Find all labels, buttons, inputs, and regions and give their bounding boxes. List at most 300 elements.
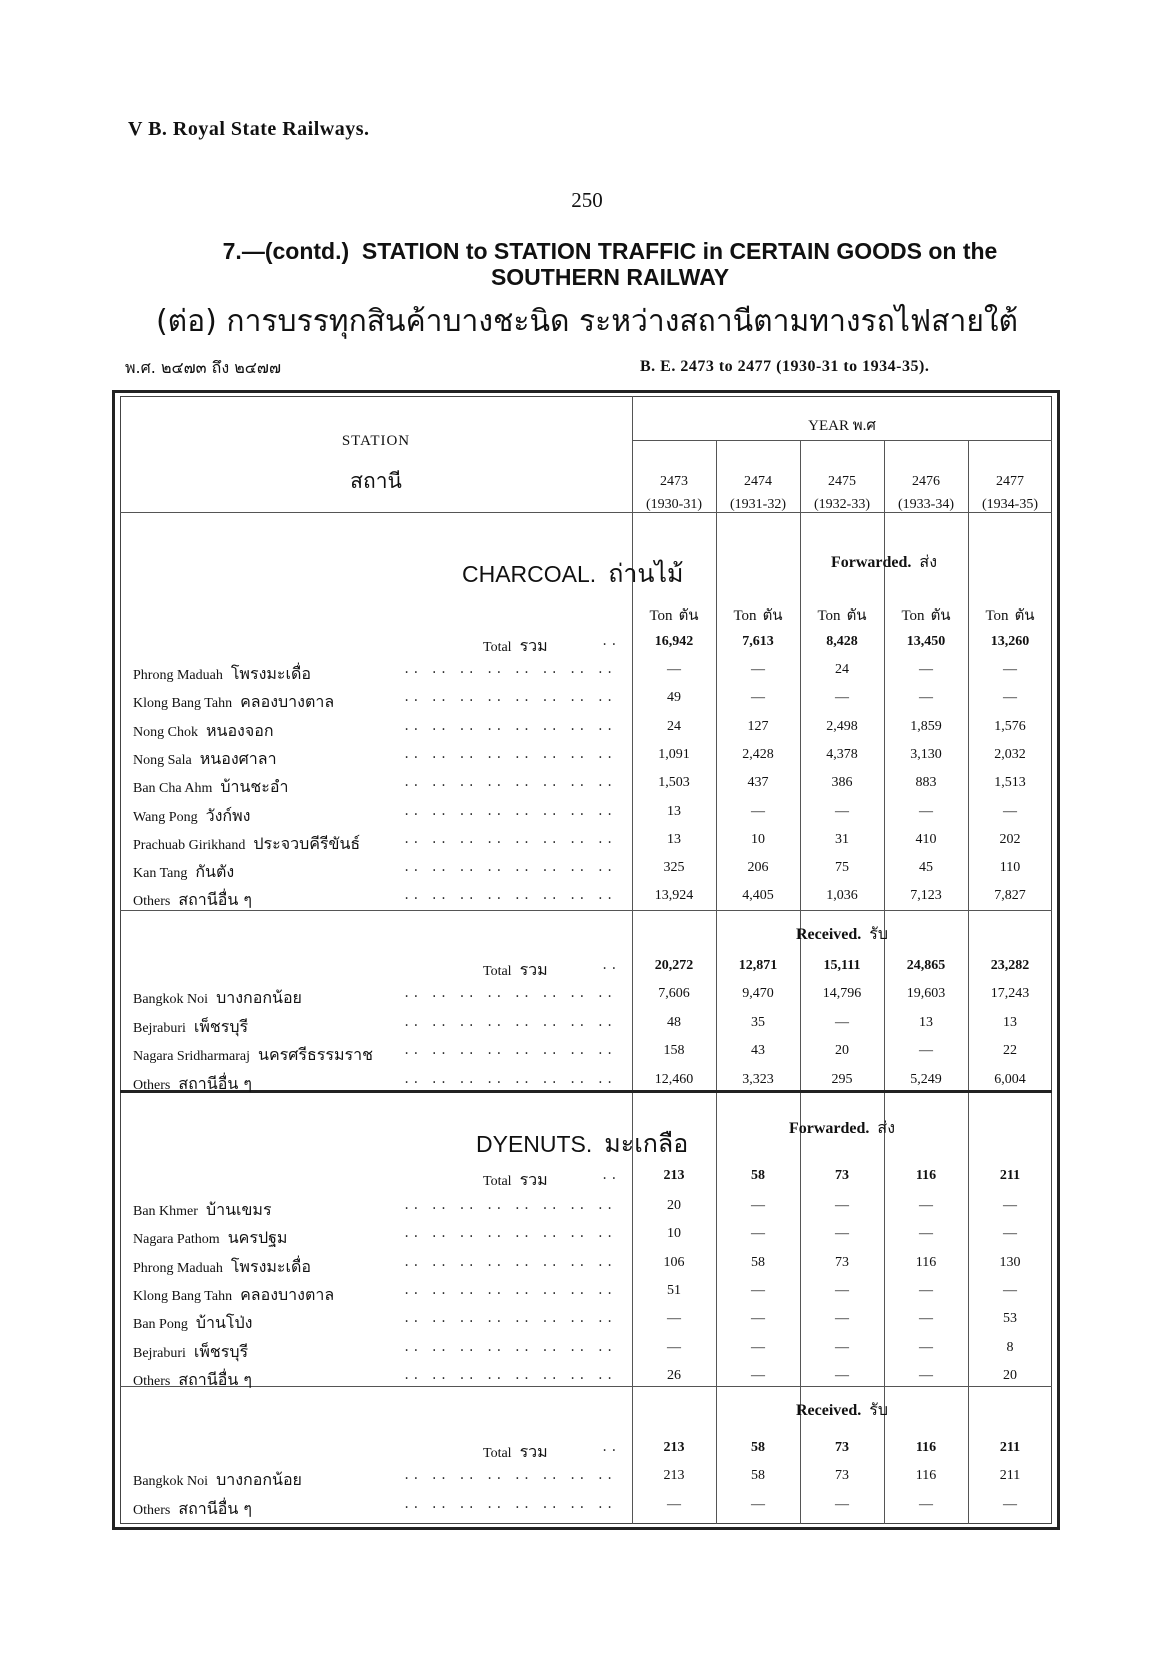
data-cell: — — [835, 690, 849, 706]
total-cell: 73 — [835, 1440, 849, 1455]
station-name-en: Wang Pong — [133, 809, 198, 825]
data-cell: — — [919, 1043, 933, 1058]
station-name-th: บ้านเขมร — [205, 1200, 272, 1219]
data-cell: 2,428 — [742, 746, 774, 762]
data-cell: 211 — [999, 1468, 1021, 1483]
station-name-en: Others — [133, 1502, 171, 1518]
data-cell: 13 — [667, 831, 681, 847]
total-cell: 211 — [999, 1168, 1021, 1183]
year-ad: (1932-33) — [814, 497, 870, 512]
data-cell: 1,503 — [658, 775, 690, 791]
station-name-en: Nagara Sridharmaraj — [133, 1049, 250, 1064]
data-cell: — — [1003, 1496, 1017, 1512]
station-name-en: Ban Khmer — [133, 1204, 198, 1219]
table-row — [133, 1311, 1048, 1337]
year-be: 2476 — [912, 474, 940, 489]
data-cell: — — [919, 1367, 933, 1383]
data-cell: — — [919, 1339, 933, 1355]
station-column-header: STATION — [341, 433, 411, 449]
table-row — [133, 719, 1048, 745]
total-cell: 8,428 — [826, 634, 858, 649]
leader-dots: .. .. .. .. .. .. .. .. — [403, 690, 616, 705]
data-cell: — — [751, 1226, 765, 1242]
leader-dots: .. .. .. .. .. .. .. .. — [403, 746, 616, 761]
station-name — [133, 832, 360, 857]
station-name — [133, 1497, 252, 1522]
data-cell: 1,576 — [994, 718, 1026, 734]
data-cell: — — [751, 1339, 765, 1355]
data-cell: — — [751, 1496, 765, 1512]
leader-dots: .. .. .. .. .. .. .. .. — [403, 1014, 616, 1029]
total-label — [483, 958, 548, 983]
leader-dots: .. .. .. .. .. .. .. .. — [403, 1282, 616, 1297]
leader-dots: .. .. .. .. .. .. .. .. — [403, 1226, 616, 1241]
data-cell: 110 — [999, 860, 1021, 876]
year-column-header — [800, 470, 884, 516]
station-name-th: คลองบางตาล — [240, 692, 335, 712]
table-row — [133, 832, 1048, 858]
data-cell: 116 — [915, 1468, 937, 1483]
total-label-th: รวม — [519, 960, 548, 979]
unit-th: ตัน — [762, 606, 783, 624]
total-cell: 58 — [751, 1168, 765, 1183]
data-cell: 26 — [667, 1367, 681, 1383]
data-cell: 53 — [1003, 1311, 1017, 1327]
data-cell: 202 — [999, 831, 1021, 847]
data-cell: 410 — [915, 831, 937, 847]
date-range-thai: พ.ศ. ๒๔๗๓ ถึง ๒๔๗๗ — [125, 358, 281, 377]
forwarded-label-en: Forwarded. — [788, 1120, 870, 1137]
unit-label — [968, 603, 1052, 627]
year-column-header — [968, 470, 1052, 516]
year-be: 2477 — [996, 474, 1024, 489]
data-cell: — — [1003, 1282, 1017, 1298]
leader-dots: .. .. .. .. .. .. .. .. — [403, 1198, 616, 1212]
data-cell: 19,603 — [906, 986, 946, 1001]
received-label-en: Received. — [795, 926, 862, 943]
station-name — [133, 747, 277, 772]
station-name-en: Klong Bang Tahn — [133, 1288, 233, 1304]
page-title-thai: (ต่อ) การบรรทุกสินค้าบางชะนิด ระหว่างสถานีตามทางรถไฟสายใต้ — [155, 304, 1019, 339]
section-heading: V B. Royal State Railways. — [128, 118, 370, 140]
station-name — [133, 1043, 373, 1068]
station-name — [133, 860, 234, 885]
charcoal-received-label — [716, 922, 968, 947]
year-be: 2475 — [828, 474, 856, 489]
dyenuts-title — [476, 1124, 688, 1164]
unit-en: Ton — [649, 608, 673, 624]
total-cell: 12,871 — [738, 958, 778, 973]
station-name-th: บ้านชะอำ — [220, 777, 289, 797]
year-ad: (1934-35) — [982, 497, 1038, 512]
total-cell: 211 — [999, 1440, 1021, 1455]
station-name — [133, 775, 288, 800]
total-cell: 73 — [835, 1168, 849, 1183]
data-cell: — — [835, 1311, 849, 1327]
table-row — [133, 888, 1048, 914]
station-name — [133, 1368, 252, 1393]
table-row — [133, 986, 1048, 1012]
station-column-header-thai: สถานี — [350, 469, 402, 493]
station-name-th: บ้านโป่ง — [195, 1313, 253, 1333]
total-cell: 13,450 — [906, 634, 946, 649]
total-label-en: Total — [483, 640, 512, 655]
station-name-en: Others — [133, 894, 171, 910]
unit-en: Ton — [817, 608, 841, 624]
station-name-th: บางกอกน้อย — [216, 988, 302, 1007]
table-row — [133, 1368, 1048, 1394]
station-name — [133, 1198, 272, 1223]
received-label-th: รับ — [869, 1400, 889, 1419]
page-number: 250 — [571, 188, 603, 212]
leader-dots: .. .. .. .. .. .. .. .. — [403, 803, 616, 818]
data-cell: — — [919, 1198, 933, 1213]
data-cell: 116 — [915, 1254, 937, 1270]
station-name-th: บางกอกน้อย — [216, 1470, 302, 1489]
data-cell: — — [919, 1226, 933, 1242]
total-cell: 213 — [663, 1168, 685, 1183]
charcoal-title-th: ถ่านไม้ — [608, 559, 684, 588]
charcoal-title — [462, 554, 684, 594]
unit-th: ตัน — [846, 606, 867, 624]
received-label-th: รับ — [869, 924, 889, 943]
table-row — [133, 747, 1048, 773]
station-name — [133, 1226, 287, 1251]
data-cell: 73 — [835, 1468, 849, 1483]
data-cell: — — [919, 1282, 933, 1298]
station-name-en: Prachuab Girikhand — [133, 837, 246, 853]
data-cell: 24 — [667, 718, 681, 734]
received-label-en: Received. — [795, 1402, 862, 1419]
station-name-en: Ban Pong — [133, 1317, 188, 1333]
data-cell: — — [1003, 690, 1017, 706]
leader-dots: .. — [601, 1440, 620, 1454]
total-cell: 213 — [663, 1440, 685, 1455]
total-label-th: รวม — [519, 1170, 548, 1189]
data-cell: 48 — [667, 1014, 681, 1030]
total-cell: 13,260 — [990, 634, 1030, 649]
data-cell: 2,032 — [994, 746, 1026, 762]
table-row — [133, 1015, 1048, 1041]
data-cell: 17,243 — [990, 986, 1030, 1001]
station-name-en: Bejraburi — [133, 1020, 186, 1036]
data-cell: — — [667, 1339, 681, 1355]
data-cell: 158 — [663, 1043, 685, 1058]
data-cell: — — [751, 662, 765, 677]
forwarded-label-en: Forwarded. — [830, 554, 912, 571]
station-name-en: Phrong Maduah — [133, 668, 223, 683]
year-column-header — [884, 470, 968, 516]
leader-dots: .. .. .. .. .. .. .. .. — [403, 888, 616, 903]
data-cell: 3,130 — [910, 746, 942, 762]
station-name-th: เพ็ชรบุรี — [193, 1341, 249, 1361]
data-cell: 1,091 — [658, 746, 690, 762]
station-name — [133, 719, 274, 744]
total-cell: 23,282 — [990, 958, 1030, 973]
station-name — [133, 690, 334, 715]
station-name-th: คลองบางตาล — [240, 1284, 335, 1304]
leader-dots: .. .. .. .. .. .. .. .. — [403, 986, 616, 1000]
leader-dots: .. .. .. .. .. .. .. .. — [403, 1311, 616, 1326]
table-row — [133, 860, 1048, 886]
total-label-en: Total — [483, 1174, 512, 1189]
unit-label — [800, 603, 884, 627]
total-cell: 15,111 — [823, 958, 861, 973]
unit-label — [632, 603, 716, 627]
leader-dots: .. .. .. .. .. .. .. .. — [403, 1468, 616, 1482]
data-cell: 73 — [835, 1254, 849, 1270]
data-cell: 13,924 — [654, 888, 694, 904]
data-cell: — — [919, 803, 933, 819]
data-cell: — — [835, 1014, 849, 1030]
data-cell: — — [751, 1198, 765, 1213]
data-cell: 51 — [667, 1282, 681, 1298]
station-name-en: Nong Chok — [133, 724, 198, 740]
station-name — [133, 1311, 252, 1336]
station-name — [133, 804, 250, 829]
data-cell: 5,249 — [910, 1071, 942, 1087]
table-row — [133, 1198, 1048, 1224]
data-cell: 12,460 — [654, 1071, 694, 1087]
station-name-th: เพ็ชรบุรี — [193, 1016, 249, 1036]
station-name-th: โพรงมะเดื่อ — [230, 664, 311, 683]
station-name-th: ประจวบคีรีขันธ์ — [253, 833, 361, 853]
leader-dots: .. .. .. .. .. .. .. .. — [403, 1496, 616, 1511]
year-ad: (1933-34) — [898, 497, 954, 512]
total-cell: 16,942 — [654, 634, 694, 649]
data-cell: 437 — [747, 775, 769, 791]
data-cell: 20 — [835, 1043, 849, 1058]
data-cell: 13 — [1003, 1014, 1017, 1030]
station-name-th: กันตัง — [195, 862, 235, 882]
station-name — [133, 1283, 334, 1308]
data-cell: 4,405 — [742, 888, 774, 904]
data-cell: 58 — [751, 1468, 765, 1483]
total-row — [133, 958, 1048, 984]
data-cell: — — [919, 662, 933, 677]
dyenuts-title-en: DYENUTS. — [476, 1131, 593, 1157]
station-name-en: Bangkok Noi — [133, 992, 209, 1007]
unit-th: ตัน — [930, 606, 951, 624]
charcoal-title-en: CHARCOAL. — [462, 561, 597, 587]
table-row — [133, 1468, 1048, 1494]
data-cell: — — [919, 1311, 933, 1327]
station-name-en: Phrong Maduah — [133, 1260, 223, 1276]
data-cell: 13 — [667, 803, 681, 819]
unit-en: Ton — [901, 608, 925, 624]
data-cell: — — [667, 662, 681, 677]
station-name-th: โพรงมะเดื่อ — [230, 1256, 311, 1276]
data-cell: 8 — [1006, 1339, 1014, 1355]
data-cell: 9,470 — [742, 986, 774, 1001]
leader-dots: .. .. .. .. .. .. .. .. — [403, 662, 616, 676]
leader-dots: .. .. .. .. .. .. .. .. — [403, 1254, 616, 1269]
title-prefix: 7.—(contd.) — [222, 238, 350, 264]
year-be: 2473 — [660, 474, 688, 489]
data-cell: — — [835, 1339, 849, 1355]
leader-dots: .. .. .. .. .. .. .. .. — [403, 1071, 616, 1086]
station-name-th: นครปฐม — [227, 1228, 288, 1248]
unit-label — [716, 603, 800, 627]
data-cell: 1,859 — [910, 718, 942, 734]
forwarded-label-th: ส่ง — [919, 552, 937, 571]
table-row — [133, 1043, 1048, 1069]
station-name-en: Ban Cha Ahm — [133, 781, 213, 797]
data-cell: 106 — [663, 1254, 685, 1270]
table-row — [133, 1340, 1048, 1366]
data-cell: 1,036 — [826, 888, 858, 904]
leader-dots: .. .. .. .. .. .. .. .. — [403, 1339, 616, 1354]
leader-dots: .. — [601, 958, 620, 972]
table-row — [133, 662, 1048, 688]
table-row — [133, 1072, 1048, 1098]
station-name-th: สถานีอื่น ๆ — [178, 890, 252, 910]
station-name-en: Bejraburi — [133, 1345, 186, 1361]
data-cell: 127 — [747, 718, 769, 734]
data-cell: 45 — [919, 860, 933, 876]
table-row — [133, 1283, 1048, 1309]
year-header: YEAR พ.ศ — [808, 418, 876, 434]
data-cell: 325 — [663, 860, 685, 876]
data-cell: 35 — [751, 1014, 765, 1030]
data-cell: 31 — [835, 831, 849, 847]
data-cell: — — [835, 1198, 849, 1213]
station-name-th: สถานีอื่น ๆ — [178, 1498, 252, 1518]
data-cell: — — [835, 1226, 849, 1242]
forwarded-label-th: ส่ง — [877, 1118, 895, 1137]
data-cell: — — [751, 690, 765, 706]
station-name — [133, 662, 311, 687]
leader-dots: .. — [601, 634, 620, 648]
station-name-en: Nong Sala — [133, 752, 192, 768]
data-cell: 49 — [667, 690, 681, 706]
data-cell: 6,004 — [994, 1071, 1026, 1087]
table-row — [133, 775, 1048, 801]
station-name-th: หนองศาลา — [199, 748, 277, 768]
table-row — [133, 1497, 1048, 1523]
leader-dots: .. .. .. .. .. .. .. .. — [403, 1043, 616, 1057]
station-name-th: สถานีอื่น ๆ — [178, 1369, 252, 1389]
data-cell: 3,323 — [742, 1071, 774, 1087]
unit-th: ตัน — [1014, 606, 1035, 624]
total-label-th: รวม — [519, 636, 548, 655]
data-cell: — — [835, 1496, 849, 1512]
data-cell: 2,498 — [826, 718, 858, 734]
station-name — [133, 1340, 248, 1365]
unit-en: Ton — [733, 608, 757, 624]
data-cell: — — [835, 1282, 849, 1298]
data-cell: 22 — [1003, 1043, 1017, 1058]
total-label — [483, 634, 548, 659]
leader-dots: .. .. .. .. .. .. .. .. — [403, 860, 616, 875]
dyenuts-title-th: มะเกลือ — [604, 1129, 689, 1158]
station-name-en: Klong Bang Tahn — [133, 696, 233, 712]
station-name-th: สถานีอื่น ๆ — [178, 1073, 252, 1093]
data-cell: 43 — [751, 1043, 765, 1058]
total-label-en: Total — [483, 1446, 512, 1461]
data-cell: — — [667, 1311, 681, 1327]
station-name — [133, 1255, 311, 1280]
data-cell: — — [667, 1496, 681, 1512]
data-cell: 14,796 — [822, 986, 862, 1001]
leader-dots: .. .. .. .. .. .. .. .. — [403, 831, 616, 846]
title-english: STATION to STATION TRAFFIC in CERTAIN GOODS on the SOUTHERN RAILWAY — [361, 238, 998, 290]
data-cell: 10 — [751, 831, 765, 847]
data-cell: — — [1003, 1198, 1017, 1213]
dyenuts-received-label — [716, 1398, 968, 1423]
table-row — [133, 804, 1048, 830]
charcoal-forwarded-label — [716, 550, 1052, 575]
station-name — [133, 986, 302, 1011]
data-cell: — — [751, 1282, 765, 1298]
total-label-th: รวม — [519, 1442, 548, 1461]
total-cell: 24,865 — [906, 958, 946, 973]
unit-label — [884, 603, 968, 627]
total-row — [133, 634, 1048, 660]
data-cell: 10 — [667, 1226, 681, 1242]
station-name-en: Bangkok Noi — [133, 1474, 209, 1489]
unit-en: Ton — [985, 608, 1009, 624]
data-cell: — — [919, 690, 933, 706]
station-name — [133, 1072, 252, 1097]
total-cell: 58 — [751, 1440, 765, 1455]
data-cell: 206 — [747, 860, 769, 876]
data-cell: — — [751, 803, 765, 819]
year-be: 2474 — [744, 474, 772, 489]
page-title — [180, 238, 1040, 290]
date-range-english: B. E. 2473 to 2477 (1930-31 to 1934-35). — [640, 358, 930, 375]
total-cell: 20,272 — [654, 958, 694, 973]
total-row — [133, 1440, 1048, 1466]
data-cell: 213 — [663, 1468, 685, 1483]
station-name-en: Kan Tang — [133, 866, 188, 882]
leader-dots: .. .. .. .. .. .. .. .. — [403, 1367, 616, 1382]
data-cell: — — [751, 1311, 765, 1327]
total-cell: 7,613 — [742, 634, 774, 649]
leader-dots: .. — [601, 1168, 620, 1182]
leader-dots: .. .. .. .. .. .. .. .. — [403, 775, 616, 790]
table-row — [133, 1255, 1048, 1281]
data-cell: — — [751, 1367, 765, 1383]
total-cell: 116 — [915, 1440, 937, 1455]
station-name-en: Others — [133, 1373, 171, 1389]
data-cell: — — [835, 1367, 849, 1383]
data-cell: 130 — [999, 1254, 1021, 1270]
data-cell: 75 — [835, 860, 849, 876]
total-cell: 116 — [915, 1168, 937, 1183]
data-cell: 1,513 — [994, 775, 1026, 791]
total-label — [483, 1168, 548, 1193]
data-cell: 58 — [751, 1254, 765, 1270]
data-cell: 883 — [915, 775, 937, 791]
data-cell: — — [919, 1496, 933, 1512]
table-row — [133, 1226, 1048, 1252]
dyenuts-forwarded-label — [716, 1116, 968, 1141]
station-name-en: Others — [133, 1077, 171, 1093]
data-cell: 24 — [835, 662, 849, 677]
station-name — [133, 1015, 248, 1040]
station-name-th: หนองจอก — [205, 720, 274, 740]
year-column-header — [716, 470, 800, 516]
data-cell: 7,827 — [994, 888, 1026, 904]
station-name-th: นครศรีธรรมราช — [258, 1045, 373, 1064]
leader-dots: .. .. .. .. .. .. .. .. — [403, 718, 616, 733]
station-name — [133, 1468, 302, 1493]
total-label — [483, 1440, 548, 1465]
data-cell: 13 — [919, 1014, 933, 1030]
unit-th: ตัน — [678, 606, 699, 624]
data-cell: 4,378 — [826, 746, 858, 762]
